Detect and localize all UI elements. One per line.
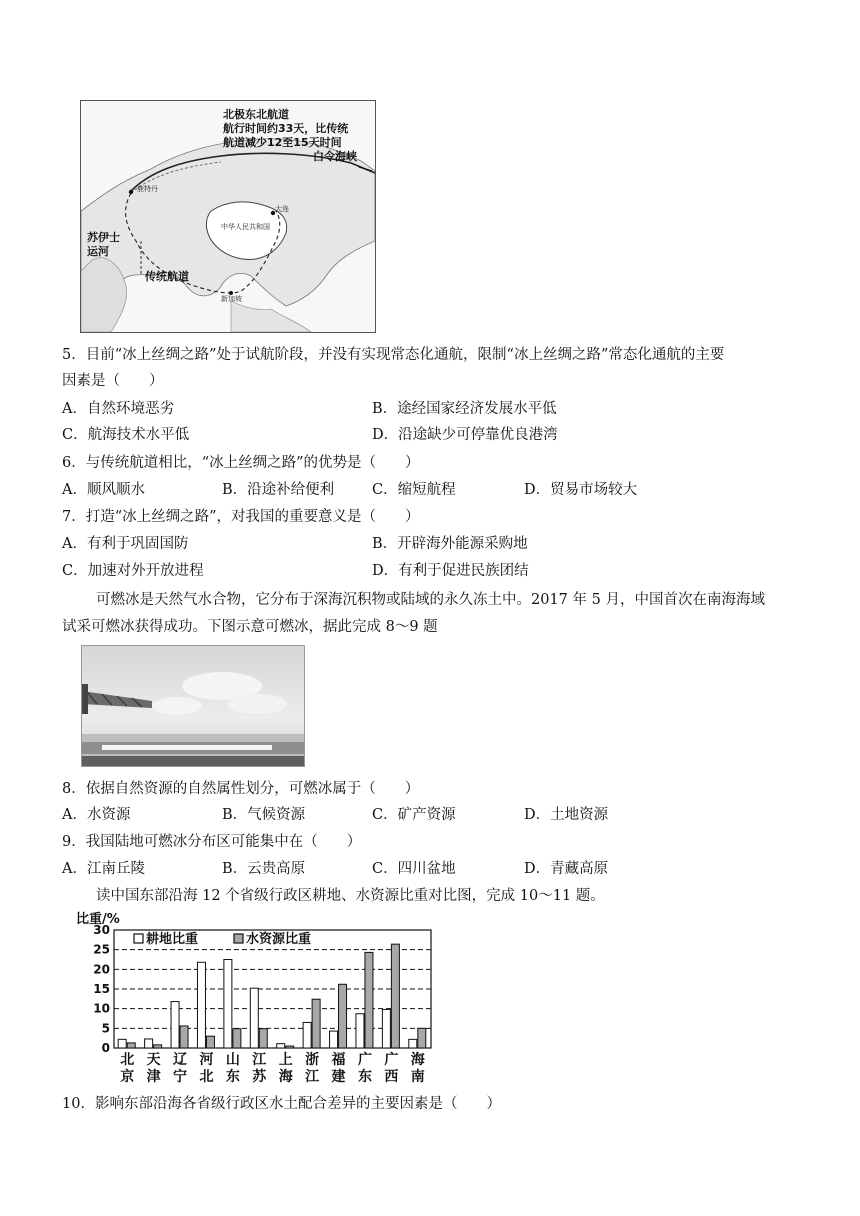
chart-x-tick-label: 江 xyxy=(305,1069,320,1084)
legend-swatch-farmland xyxy=(134,934,143,943)
chart-x-tick-label: 宁 xyxy=(173,1069,188,1084)
q8-option-d: D．土地资源 xyxy=(524,807,609,823)
bar-farmland xyxy=(277,1044,285,1048)
bar-farmland xyxy=(250,988,258,1048)
legend-swatch-water xyxy=(234,934,243,943)
chart-x-tick-label: 天 xyxy=(146,1052,161,1068)
chart-x-tick-label: 东 xyxy=(225,1069,240,1084)
bar-farmland xyxy=(145,1039,153,1048)
map-label-suez-1: 苏伊士 xyxy=(87,231,120,244)
arctic-route-map xyxy=(80,100,376,333)
chart-x-tick-label: 南 xyxy=(410,1069,425,1084)
combustible-ice-photo xyxy=(81,645,305,767)
chart-x-tick-label: 苏 xyxy=(252,1069,267,1084)
chart-y-tick-label: 20 xyxy=(93,962,110,977)
chart-x-tick-label: 江 xyxy=(252,1052,267,1068)
q5-stem-line2: 因素是（ ） xyxy=(62,373,164,389)
chart-x-tick-label: 上 xyxy=(278,1052,293,1068)
chart-y-tick-label: 30 xyxy=(93,923,110,937)
q6-option-b: B．沿途补给便利 xyxy=(222,482,335,498)
map-drawing xyxy=(81,101,375,332)
q8-stem: 8．依据自然资源的自然属性划分，可燃冰属于（ ） xyxy=(62,781,420,797)
q7-option-b: B．开辟海外能源采购地 xyxy=(372,536,528,552)
map-label-suez-2: 运河 xyxy=(87,245,109,258)
q6-option-a: A．顺风顺水 xyxy=(62,482,145,498)
chart-bars xyxy=(118,944,426,1048)
map-label-bering: 白令海峡 xyxy=(313,150,357,163)
q9-option-a: A．江南丘陵 xyxy=(62,861,145,877)
chart-x-tick-label: 京 xyxy=(120,1069,135,1084)
q5-stem-line1: 5．目前“冰上丝绸之路”处于试航阶段，并没有实现常态化通航，限制“冰上丝绸之路”常态化通航的主要 xyxy=(62,347,725,363)
q6-option-d: D．贸易市场较大 xyxy=(524,482,638,498)
q7-option-a: A．有利于巩固国防 xyxy=(62,536,189,552)
chart-legend xyxy=(134,931,311,947)
bar-farmland xyxy=(224,960,232,1049)
bar-water xyxy=(233,1029,241,1048)
bar-water xyxy=(365,952,373,1048)
chart-x-tick-label: 浙 xyxy=(305,1052,320,1068)
chart-x-tick-label: 北 xyxy=(199,1069,214,1084)
chart-x-tick-label: 广 xyxy=(357,1052,372,1068)
map-title-line1: 北极东北航道 xyxy=(223,108,289,121)
q9-option-b: B．云贵高原 xyxy=(222,861,306,877)
chart-x-tick-label: 河 xyxy=(199,1052,214,1068)
bar-water xyxy=(259,1029,267,1048)
map-label-traditional: 传统航道 xyxy=(145,270,189,283)
chart-x-tick-label: 建 xyxy=(331,1069,346,1084)
farmland-water-chart xyxy=(76,908,436,1084)
q10-stem: 10．影响东部沿海各省级行政区水土配合差异的主要因素是（ ） xyxy=(62,1096,501,1112)
chart-x-tick-label: 广 xyxy=(384,1052,399,1068)
q8-option-c: C．矿产资源 xyxy=(372,807,456,823)
chart-y-tick-label: 25 xyxy=(93,942,110,957)
intro-8-9-line2: 试采可燃冰获得成功。下图示意可燃冰，据此完成 8～9 题 xyxy=(62,619,438,635)
map-label-china: 中华人民共和国 xyxy=(221,223,270,231)
photo-drawing xyxy=(82,646,304,766)
chart-y-tick-label: 10 xyxy=(93,1001,110,1016)
bar-water xyxy=(127,1043,135,1048)
chart-y-ticks xyxy=(93,923,110,1055)
bar-farmland xyxy=(171,1002,179,1048)
chart-x-tick-label: 海 xyxy=(410,1052,425,1068)
q5-option-c: C．航海技术水平低 xyxy=(62,427,190,443)
chart-x-tick-label: 山 xyxy=(225,1052,240,1068)
intro-10-11: 读中国东部沿海 12 个省级行政区耕地、水资源比重对比图，完成 10～11 题。 xyxy=(96,888,605,904)
chart-x-labels xyxy=(120,1051,426,1084)
bar-farmland xyxy=(382,1009,390,1048)
q7-option-c: C．加速对外开放进程 xyxy=(62,563,204,579)
bar-farmland xyxy=(303,1022,311,1048)
map-title-line3: 航道减少12至15天时间 xyxy=(223,136,342,149)
map-title-line2: 航行时间约33天，比传统 xyxy=(223,122,349,135)
q7-stem: 7．打造“冰上丝绸之路”，对我国的重要意义是（ ） xyxy=(62,509,420,525)
legend-label-water: 水资源比重 xyxy=(246,932,312,947)
q9-option-c: C．四川盆地 xyxy=(372,861,456,877)
bar-water xyxy=(206,1036,214,1048)
intro-8-9-line1: 可燃冰是天然气水合物，它分布于深海沉积物或陆域的永久冻土中。2017 年 5 月，中国首次在南海海域 xyxy=(96,592,765,608)
q5-option-d: D．沿途缺少可停靠优良港湾 xyxy=(372,427,558,443)
q9-stem: 9．我国陆地可燃冰分布区可能集中在（ ） xyxy=(62,834,362,850)
bar-water xyxy=(286,1046,294,1048)
chart-svg xyxy=(76,908,436,1084)
bar-water xyxy=(418,1028,426,1048)
q9-option-d: D．青藏高原 xyxy=(524,861,609,877)
bar-farmland xyxy=(197,962,205,1048)
chart-x-tick-label: 海 xyxy=(278,1069,293,1084)
map-label-rotterdam: 鹿特丹 xyxy=(137,185,158,193)
chart-y-tick-label: 0 xyxy=(101,1041,110,1055)
chart-x-tick-label: 福 xyxy=(331,1052,346,1068)
q5-option-a: A．自然环境恶劣 xyxy=(62,401,174,417)
q8-option-a: A．水资源 xyxy=(62,807,131,823)
chart-ylabel: 比重/% xyxy=(76,912,120,927)
chart-x-tick-label: 北 xyxy=(120,1052,135,1068)
bar-farmland xyxy=(330,1031,338,1048)
bar-farmland xyxy=(118,1039,126,1048)
bar-water xyxy=(154,1045,162,1048)
chart-x-tick-label: 辽 xyxy=(173,1052,188,1068)
bar-farmland xyxy=(409,1039,417,1048)
bar-water xyxy=(180,1026,188,1048)
q6-option-c: C．缩短航程 xyxy=(372,482,456,498)
chart-x-tick-label: 西 xyxy=(384,1069,399,1084)
bar-water xyxy=(339,984,347,1048)
q5-option-b: B．途经国家经济发展水平低 xyxy=(372,401,557,417)
q7-option-d: D．有利于促进民族团结 xyxy=(372,563,529,579)
bar-water xyxy=(312,999,320,1048)
bar-farmland xyxy=(356,1014,364,1048)
chart-x-tick-label: 东 xyxy=(357,1069,372,1084)
chart-y-tick-label: 5 xyxy=(101,1021,110,1036)
chart-y-tick-label: 15 xyxy=(93,982,110,996)
map-label-singapore: 新加坡 xyxy=(221,295,242,303)
legend-label-farmland: 耕地比重 xyxy=(146,932,199,947)
chart-x-tick-label: 津 xyxy=(146,1069,161,1084)
q8-option-b: B．气候资源 xyxy=(222,807,306,823)
bar-water xyxy=(391,944,399,1048)
map-label-dalian: 大连 xyxy=(275,205,289,213)
q6-stem: 6．与传统航道相比，“冰上丝绸之路”的优势是（ ） xyxy=(62,455,420,471)
